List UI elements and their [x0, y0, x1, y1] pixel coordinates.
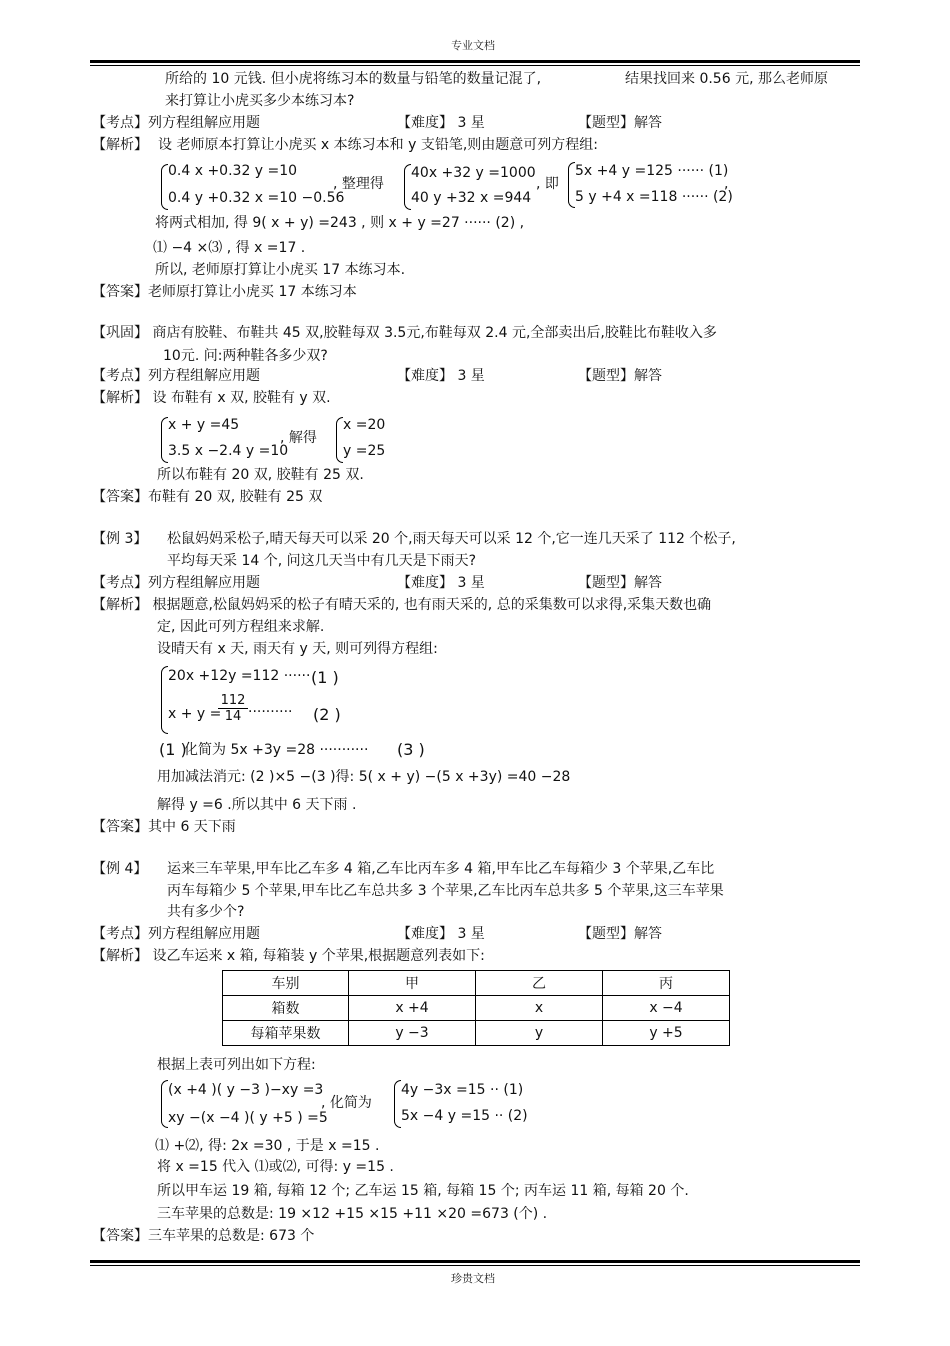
solution-text: 【解析】 根据题意,松鼠妈妈采的松子有晴天采的, 也有雨天采的, 总的采集数可以求得,采集天数也确: [92, 597, 712, 613]
equation: x + y =45: [168, 417, 240, 433]
answer-text: 【答案】其中 6 天下雨: [92, 819, 236, 835]
table-cell: y −3: [349, 1021, 476, 1046]
equation-brace: [161, 417, 168, 463]
solution-text: 化简为 5x +3y =28 ···········: [184, 742, 369, 758]
solution-text: 用加减法消元: (2 )×5 −(3 )得: 5( x + y) −(5 x +3y) =40 −28: [157, 769, 571, 785]
equation-number: (2 ): [313, 705, 341, 724]
table-cell: y: [476, 1021, 603, 1046]
solution-text: 三车苹果的总数是: 19 ×12 +15 ×15 +11 ×20 =673 (个) .: [157, 1206, 548, 1222]
meta-nandu: 【难度】 3 星: [397, 368, 485, 384]
meta-kaodian: 【考点】列方程组解应用题: [92, 115, 260, 131]
table-row: [223, 1021, 730, 1046]
solution-text: 【解析】 设 布鞋有 x 双, 胶鞋有 y 双.: [92, 390, 331, 406]
equation: xy −(x −4 )( y +5 ) =5: [168, 1110, 328, 1126]
problem-text-line: 丙车每箱少 5 个苹果,甲车比乙车总共多 3 个苹果,乙车比丙车总共多 5 个苹果,这三车苹果: [167, 883, 724, 899]
meta-kaodian: 【考点】列方程组解应用题: [92, 368, 260, 384]
fraction: [218, 693, 248, 724]
header-rule-thick: [90, 60, 860, 63]
problem-text-line: 结果找回来 0.56 元, 那么老师原: [625, 71, 828, 87]
equation-brace: [161, 666, 168, 734]
fraction-numerator: 112: [218, 693, 248, 709]
equation: x =20: [343, 417, 386, 433]
footer-rule-thin: [90, 1265, 860, 1266]
solution-text: 解得 y =6 .所以其中 6 天下雨 .: [157, 797, 357, 813]
equation-number: (3 ): [397, 740, 425, 759]
page-footer: 珍贵文档: [451, 1272, 495, 1285]
page-header: 专业文档: [451, 39, 495, 52]
problem-text-line: 所给的 10 元钱. 但小虎将练习本的数量与铅笔的数量记混了,: [165, 71, 542, 87]
example-label: 【例 4】: [92, 861, 148, 877]
data-table: [222, 970, 730, 1046]
equation: x + y =: [168, 706, 222, 722]
answer-text: 【答案】三车苹果的总数是: 673 个: [92, 1228, 315, 1244]
connector-text: , 即: [536, 176, 559, 192]
meta-nandu: 【难度】 3 星: [397, 575, 485, 591]
table-cell: x +4: [349, 996, 476, 1021]
equation-number: (1 ): [159, 740, 187, 759]
solution-text: 所以布鞋有 20 双, 胶鞋有 25 双.: [157, 467, 364, 483]
equation-brace: [568, 162, 575, 208]
meta-tixing: 【题型】解答: [578, 115, 662, 131]
table-header-cell: 丙: [603, 971, 730, 996]
problem-text-line: 运来三车苹果,甲车比乙车多 4 箱,乙车比丙车多 4 箱,甲车比乙车每箱少 3 个苹果,乙车比: [167, 861, 715, 877]
problem-text-line: 【巩固】 商店有胶鞋、布鞋共 45 双,胶鞋每双 3.5元,布鞋每双 2.4 元,全部卖出后,胶鞋比布鞋收入多: [92, 325, 717, 341]
equation: 0.4 x +0.32 y =10: [168, 163, 298, 179]
solution-text: 将两式相加, 得 9( x + y) =243 , 则 x + y =27 ······ (2) ,: [155, 215, 525, 231]
solution-text: 【解析】 设乙车运来 x 箱, 每箱装 y 个苹果,根据题意列表如下:: [92, 948, 485, 964]
problem-text-line: 10元. 问:两种鞋各多少双?: [163, 348, 328, 364]
solution-text: ⑴ −4 ×⑶ , 得 x =17 .: [153, 240, 306, 256]
equation: y =25: [343, 443, 386, 459]
table-row: [223, 996, 730, 1021]
answer-text: 【答案】布鞋有 20 双, 胶鞋有 25 双: [92, 489, 323, 505]
equation: 4y −3x =15 ·· (1): [401, 1082, 524, 1098]
solution-text: 将 x =15 代入 ⑴或⑵, 可得: y =15 .: [157, 1159, 394, 1175]
meta-nandu: 【难度】 3 星: [397, 115, 485, 131]
connector-text: ,: [724, 176, 729, 192]
table-cell: y +5: [603, 1021, 730, 1046]
table-cell: 箱数: [223, 996, 349, 1021]
solution-text: ⑴ +⑵, 得: 2x =30 , 于是 x =15 .: [155, 1138, 380, 1154]
footer-rule-thick: [90, 1260, 860, 1263]
solution-text: 定, 因此可列方程组来求解.: [157, 619, 325, 635]
equation-brace: [161, 1080, 168, 1128]
meta-tixing: 【题型】解答: [578, 368, 662, 384]
meta-kaodian: 【考点】列方程组解应用题: [92, 575, 260, 591]
header-rule-thin: [90, 65, 860, 66]
solution-text: 根据上表可列出如下方程:: [157, 1057, 316, 1073]
equation-brace: [161, 164, 168, 210]
fraction-denominator: 14: [224, 709, 242, 724]
problem-text-line: 平均每天采 14 个, 问这几天当中有几天是下雨天?: [167, 553, 477, 569]
connector-text: , 解得: [280, 430, 317, 446]
answer-text: 【答案】老师原打算让小虎买 17 本练习本: [92, 284, 357, 300]
table-header-cell: 车别: [223, 971, 349, 996]
meta-kaodian: 【考点】列方程组解应用题: [92, 926, 260, 942]
problem-text-line: 松鼠妈妈采松子,晴天每天可以采 20 个,雨天每天可以采 12 个,它一连几天采了 112 个松子,: [167, 531, 736, 547]
solution-text: 设 老师原本打算让小虎买 x 本练习本和 y 支铅笔,则由题意可列方程组:: [158, 137, 598, 153]
problem-text-line: 共有多少个?: [167, 904, 245, 920]
connector-text: , 化简为: [321, 1095, 372, 1111]
solution-text: 所以, 老师原打算让小虎买 17 本练习本.: [155, 262, 406, 278]
meta-nandu: 【难度】 3 星: [397, 926, 485, 942]
equation-brace: [336, 417, 343, 463]
equation: (x +4 )( y −3 )−xy =3: [168, 1082, 324, 1098]
equation: 0.4 y +0.32 x =10 −0.56: [168, 190, 345, 206]
solution-text: 设晴天有 x 天, 雨天有 y 天, 则可列得方程组:: [157, 641, 438, 657]
problem-text-line: 来打算让小虎买多少本练习本?: [165, 93, 355, 109]
table-header-cell: 甲: [349, 971, 476, 996]
equation-brace: [394, 1080, 401, 1128]
table-cell: x: [476, 996, 603, 1021]
table-cell: x −4: [603, 996, 730, 1021]
equation-number: (1 ): [311, 668, 339, 687]
table-cell: 每箱苹果数: [223, 1021, 349, 1046]
solution-label: 【解析】: [92, 137, 148, 153]
equation: 3.5 x −2.4 y =10: [168, 443, 289, 459]
example-label: 【例 3】: [92, 531, 148, 547]
equation-dots: ··········: [248, 704, 293, 720]
meta-tixing: 【题型】解答: [578, 926, 662, 942]
equation: 5 y +4 x =118 ······ (2): [575, 189, 733, 205]
equation: 5x +4 y =125 ······ (1): [575, 163, 729, 179]
equation: 20x +12y =112 ······: [168, 668, 311, 684]
equation-brace: [404, 164, 411, 210]
equation: 40x +32 y =1000: [411, 165, 536, 181]
table-header-cell: 乙: [476, 971, 603, 996]
equation: 5x −4 y =15 ·· (2): [401, 1108, 528, 1124]
equation: 40 y +32 x =944: [411, 190, 532, 206]
table-header-row: [223, 971, 730, 996]
meta-tixing: 【题型】解答: [578, 575, 662, 591]
solution-text: 所以甲车运 19 箱, 每箱 12 个; 乙车运 15 箱, 每箱 15 个; 丙车运 11 箱, 每箱 20 个.: [157, 1183, 689, 1199]
connector-text: , 整理得: [333, 176, 384, 192]
